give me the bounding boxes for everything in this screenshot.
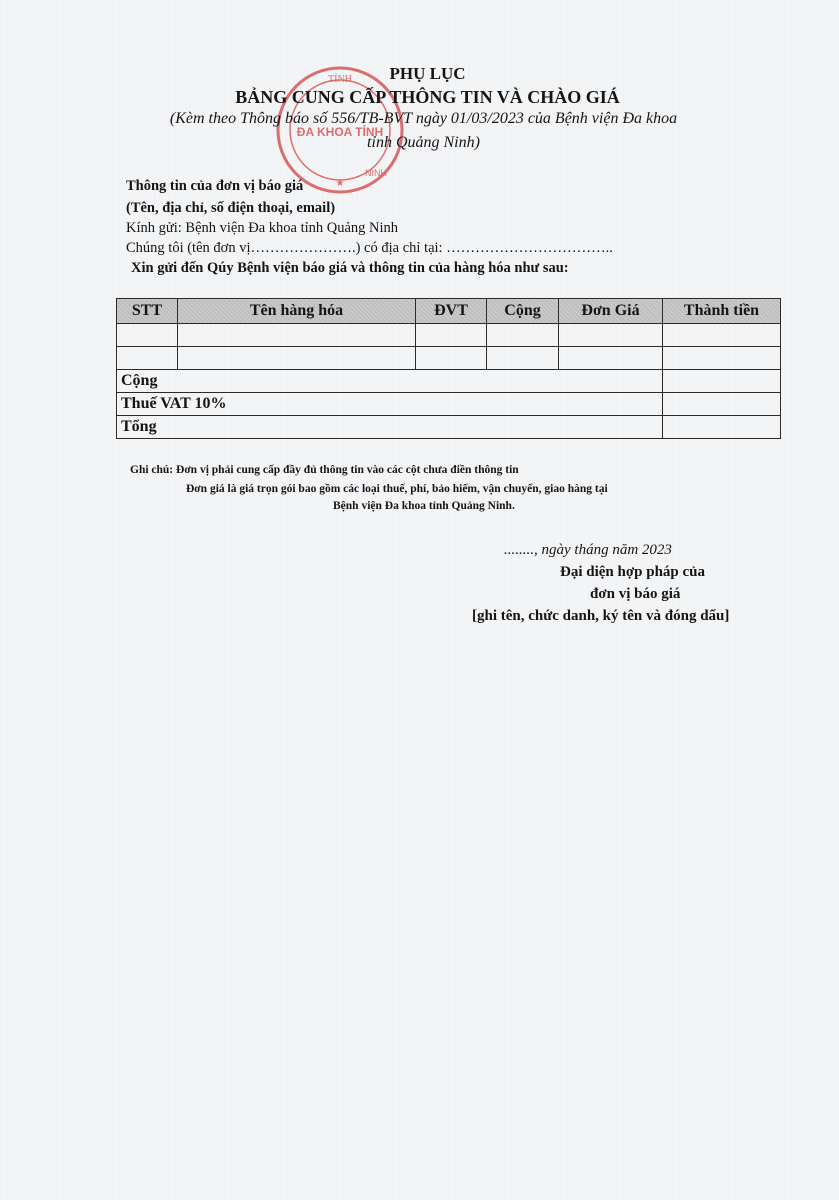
summary-row-vat bbox=[117, 393, 781, 416]
stamp-bottom-text: NINH bbox=[365, 168, 387, 178]
table-cell bbox=[117, 347, 178, 370]
summary-label: Thuế VAT 10% bbox=[117, 393, 663, 416]
intro-line-2: (Tên, địa chỉ, số điện thoại, email) bbox=[126, 200, 336, 216]
table-cell bbox=[487, 347, 559, 370]
table-cell bbox=[178, 347, 416, 370]
title-appendix: PHỤ LỤC bbox=[389, 64, 466, 83]
table-cell bbox=[663, 324, 781, 347]
col-header-total: Thành tiền bbox=[663, 299, 781, 324]
summary-value bbox=[663, 393, 781, 416]
table-cell bbox=[559, 347, 663, 370]
subtitle-reference: (Kèm theo Thông báo số 556/TB-BVT ngày 01/03/2023 của Bệnh viện Đa khoa bbox=[169, 110, 678, 127]
quote-table bbox=[116, 298, 781, 439]
signature-title-1: Đại diện hợp pháp của bbox=[560, 564, 706, 580]
col-header-quantity: Cộng bbox=[487, 299, 559, 324]
summary-label: Tổng bbox=[117, 416, 663, 439]
stamp-top-text: TỈNH bbox=[328, 74, 352, 85]
intro-recipient: Kính gửi: Bệnh viện Đa khoa tỉnh Quảng Ninh bbox=[126, 220, 399, 236]
note-line-1: Ghi chú: Đơn vị phải cung cấp đầy đủ thông tin vào các cột chưa điền thông tin bbox=[130, 464, 519, 476]
table-cell bbox=[487, 324, 559, 347]
table-cell bbox=[178, 324, 416, 347]
table-cell bbox=[416, 347, 487, 370]
summary-row-subtotal bbox=[117, 370, 781, 393]
signature-instruction: [ghi tên, chức danh, ký tên và đóng dấu] bbox=[472, 608, 730, 624]
intro-company: Chúng tôi (tên đơn vị………………….) có địa chỉ tại: …………………………….. bbox=[126, 240, 613, 256]
note-line-2: Đơn giá là giá trọn gói bao gồm các loại thuế, phí, bảo hiểm, vận chuyển, giao hàng tại bbox=[186, 483, 608, 495]
summary-value bbox=[663, 416, 781, 439]
subtitle-reference-cont: tỉnh Quảng Ninh) bbox=[367, 134, 480, 151]
table-row bbox=[117, 324, 781, 347]
summary-value bbox=[663, 370, 781, 393]
svg-text:★: ★ bbox=[335, 178, 345, 189]
col-header-item-name: Tên hàng hóa bbox=[178, 299, 416, 324]
col-header-unit: ĐVT bbox=[416, 299, 487, 324]
stamp-middle-text: ĐA KHOA TỈNH bbox=[296, 125, 384, 139]
col-header-unit-price: Đơn Giá bbox=[559, 299, 663, 324]
intro-line-1: Thông tin của đơn vị báo giá bbox=[126, 178, 304, 194]
table-cell bbox=[117, 324, 178, 347]
note-line-3: Bệnh viện Đa khoa tỉnh Quảng Ninh. bbox=[333, 500, 515, 512]
table-header-row bbox=[117, 299, 781, 324]
signature-title-2: đơn vị báo giá bbox=[590, 586, 681, 602]
summary-row-total bbox=[117, 416, 781, 439]
table-cell bbox=[559, 324, 663, 347]
intro-request: Xin gửi đến Qúy Bệnh viện báo giá và thông tin của hàng hóa như sau: bbox=[131, 260, 569, 276]
signature-date: ........, ngày tháng năm 2023 bbox=[504, 542, 672, 558]
summary-label: Cộng bbox=[117, 370, 663, 393]
title-main: BẢNG CUNG CẤP THÔNG TIN VÀ CHÀO GIÁ bbox=[235, 87, 620, 107]
table-row bbox=[117, 347, 781, 370]
table-cell bbox=[416, 324, 487, 347]
table-cell bbox=[663, 347, 781, 370]
col-header-stt: STT bbox=[117, 299, 178, 324]
